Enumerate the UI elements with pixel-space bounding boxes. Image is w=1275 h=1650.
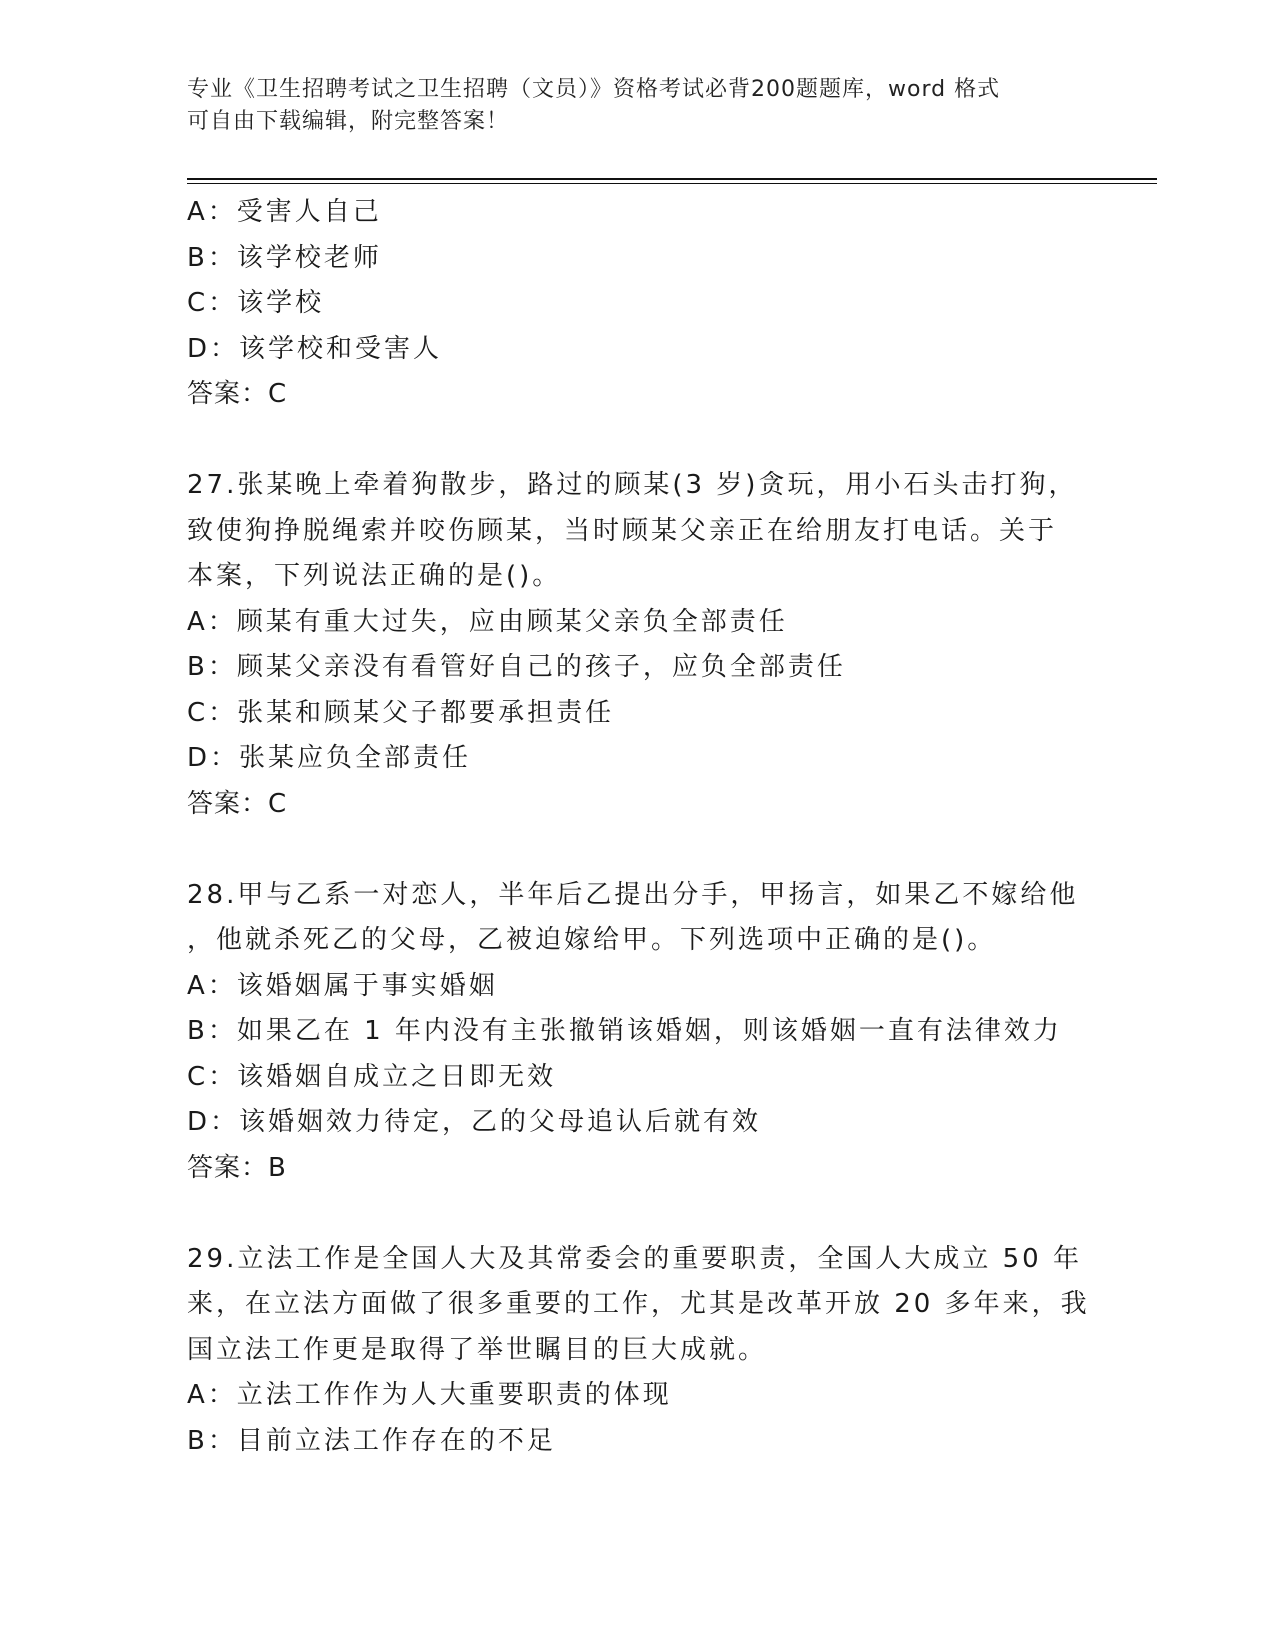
option-c: C：该学校 — [187, 288, 325, 318]
option-b: B：如果乙在 1 年内没有主张撤销该婚姻，则该婚姻一直有法律效力 — [187, 1016, 1062, 1046]
option-b: B：目前立法工作存在的不足 — [187, 1425, 556, 1456]
answer-line: 答案：C — [187, 788, 288, 819]
question-stem-line: 29.立法工作是全国人大及其常委会的重要职责，全国人大成立 50 年 — [187, 1243, 1082, 1274]
question-stem-line: 27.张某晚上牵着狗散步，路过的顾某(3 岁)贪玩，用小石头击打狗， — [187, 470, 1078, 500]
question-stem-line: 致使狗挣脱绳索并咬伤顾某，当时顾某父亲正在给朋友打电话。关于 — [187, 515, 1058, 546]
answer-line: 答案：C — [187, 379, 288, 409]
header-rule-thick — [187, 178, 1157, 180]
option-a: A：该婚姻属于事实婚姻 — [187, 970, 498, 1001]
option-b: B：顾某父亲没有看管好自己的孩子，应负全部责任 — [187, 652, 846, 682]
question-stem-line: 本案，下列说法正确的是()。 — [187, 561, 562, 591]
option-a: A：受害人自己 — [187, 197, 382, 227]
answer-line: 答案：B — [187, 1152, 287, 1183]
question-block-27 — [187, 463, 1087, 827]
question-block-26 — [187, 190, 1087, 418]
option-a: A：顾某有重大过失，应由顾某父亲负全部责任 — [187, 606, 788, 637]
option-d: D：该学校和受害人 — [187, 333, 443, 364]
option-c: C：该婚姻自成立之日即无效 — [187, 1061, 557, 1092]
header-line-1: 专业《卫生招聘考试之卫生招聘（文员）》资格考试必背200题题库，word 格式 — [187, 77, 1001, 102]
question-stem-line: 来，在立法方面做了很多重要的工作，尤其是改革开放 20 多年来，我 — [187, 1289, 1090, 1319]
question-stem-line: 国立法工作更是取得了举世瞩目的巨大成就。 — [187, 1334, 768, 1365]
option-c: C：张某和顾某父子都要承担责任 — [187, 697, 615, 728]
question-block-28 — [187, 873, 1087, 1192]
question-block-29 — [187, 1237, 1090, 1465]
header-line-2: 可自由下载编辑，附完整答案！ — [187, 109, 510, 134]
question-stem-line: ，他就杀死乙的父母，乙被迫嫁给甲。下列选项中正确的是()。 — [187, 925, 997, 955]
option-b: B：该学校老师 — [187, 242, 382, 273]
question-list — [187, 190, 1090, 1464]
question-stem-line: 28.甲与乙系一对恋人，半年后乙提出分手，甲扬言，如果乙不嫁给他 — [187, 879, 1079, 910]
option-d: D：该婚姻效力待定，乙的父母追认后就有效 — [187, 1107, 762, 1137]
document-header — [187, 74, 1067, 138]
option-a: A：立法工作作为人大重要职责的体现 — [187, 1380, 672, 1410]
option-d: D：张某应负全部责任 — [187, 743, 472, 773]
header-rule-thin — [187, 183, 1157, 184]
